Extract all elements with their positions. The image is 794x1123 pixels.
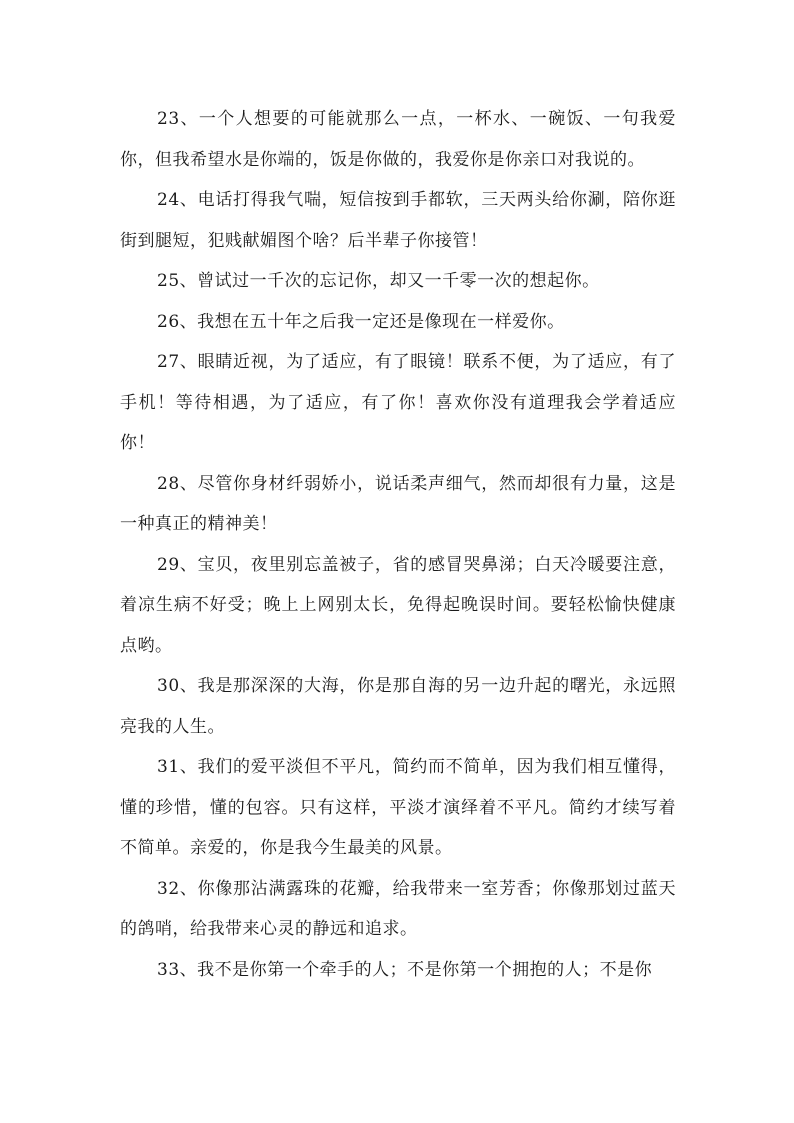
paragraph-23: 23、一个人想要的可能就那么一点，一杯水、一碗饭、一句我爱你，但我希望水是你端的，饭是你做的，我爱你是你亲口对我说的。 bbox=[120, 109, 676, 170]
document-body bbox=[120, 99, 676, 990]
paragraph-30: 30、我是那深深的大海，你是那自海的另一边升起的曙光，永远照亮我的人生。 bbox=[120, 676, 676, 737]
paragraph-32: 32、你像那沾满露珠的花瓣，给我带来一室芳香；你像那划过蓝天的鸽哨，给我带来心灵的静远和追求。 bbox=[120, 878, 676, 939]
paragraph-33: 33、我不是你第一个牵手的人；不是你第一个拥抱的人；不是你 bbox=[157, 959, 653, 980]
paragraph-26: 26、我想在五十年之后我一定还是像现在一样爱你。 bbox=[157, 311, 565, 332]
paragraph-25: 25、曾试过一千次的忘记你，却又一千零一次的想起你。 bbox=[157, 271, 600, 291]
paragraph-27: 27、眼睛近视，为了适应，有了眼镜！联系不便，为了适应，有了手机！等待相遇，为了适应，有了你！喜欢你没有道理我会学着适应你！ bbox=[120, 352, 676, 453]
paragraph-24: 24、电话打得我气喘，短信按到手都软，三天两头给你涮，陪你逛街到腿短，犯贱献媚图个啥？后半辈子你接管！ bbox=[120, 190, 676, 251]
paragraph-28: 28、尽管你身材纤弱娇小，说话柔声细气，然而却很有力量，这是一种真正的精神美！ bbox=[120, 473, 676, 534]
paragraph-29: 29、宝贝，夜里别忘盖被子，省的感冒哭鼻涕；白天冷暖要注意，着凉生病不好受；晚上上网别太长，免得起晚误时间。要轻松愉快健康点哟。 bbox=[120, 554, 676, 656]
paragraph-31: 31、我们的爱平淡但不平凡，简约而不简单，因为我们相互懂得，懂的珍惜，懂的包容。只有这样，平淡才演绎着不平凡。简约才续写着不简单。亲爱的，你是我今生最美的风景。 bbox=[120, 757, 676, 858]
